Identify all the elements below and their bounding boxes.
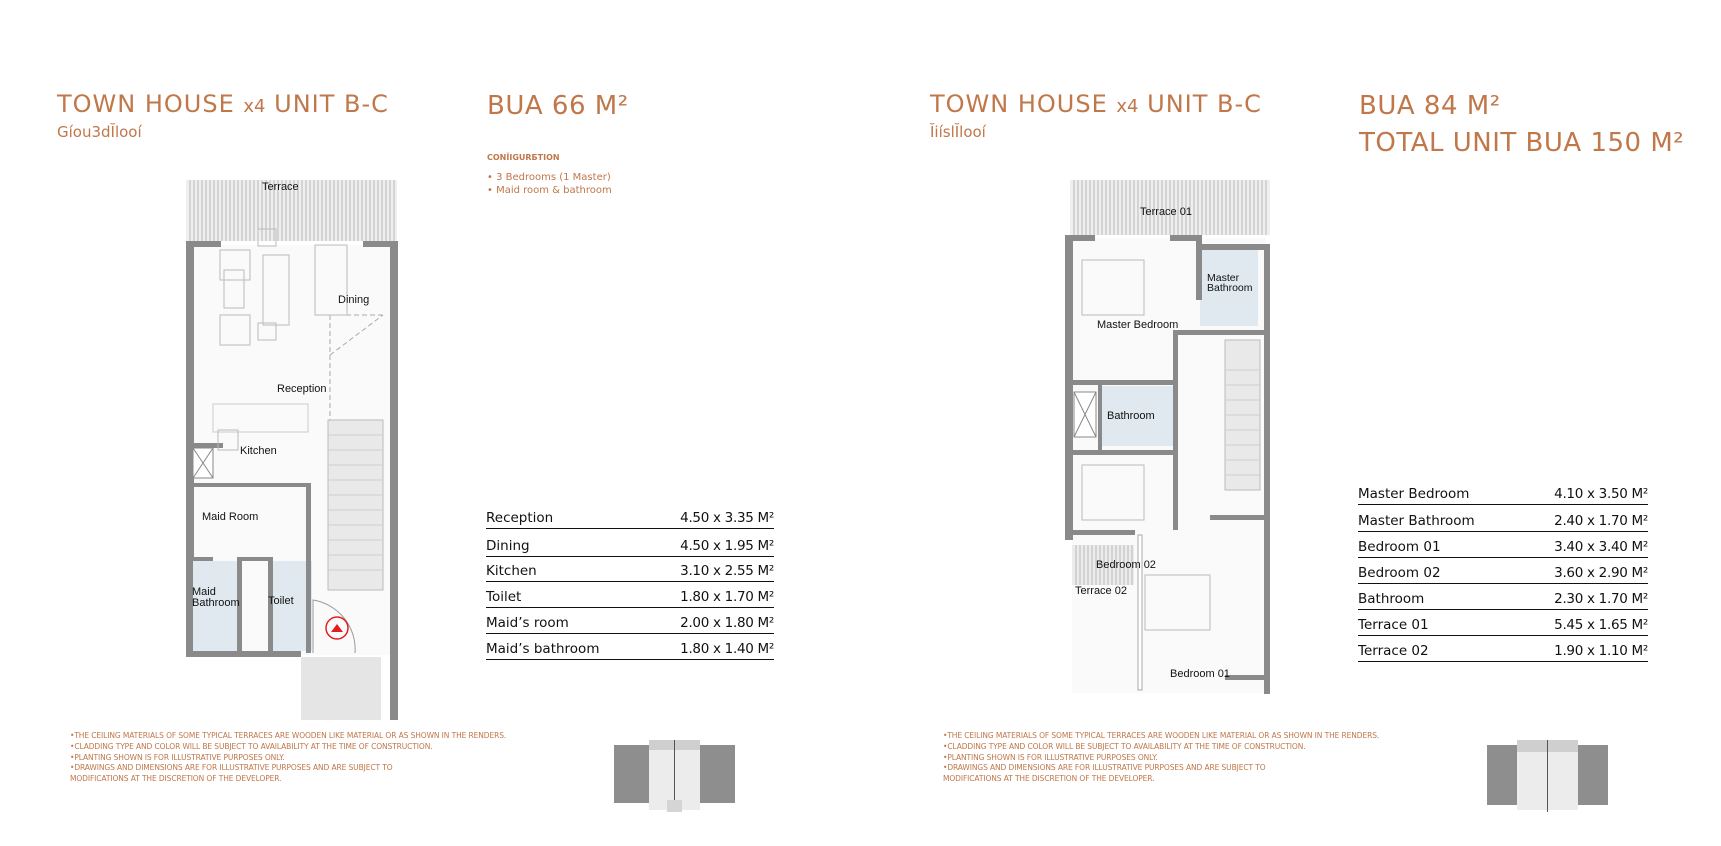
room-name: Dining bbox=[486, 538, 530, 554]
right-page-subtitle: ĬiíslĬlooí bbox=[930, 123, 986, 141]
right-bua: BUA 84 M² bbox=[1359, 91, 1501, 121]
room-name: Master Bathroom bbox=[1358, 512, 1475, 529]
room-dim: 1.90 x 1.10 M² bbox=[1554, 642, 1648, 659]
title-x4: x4 bbox=[1116, 96, 1139, 117]
left-page-title bbox=[57, 90, 389, 118]
room-dim: 4.50 x 3.35 M² bbox=[680, 510, 774, 526]
note-line: MODIFICATIONS AT THE DISCRETION OF THE DEVELOPER. bbox=[70, 774, 282, 784]
title-x4: x4 bbox=[243, 96, 266, 117]
title-tail: UNIT B-C bbox=[1138, 90, 1262, 118]
right-disclaimer-notes bbox=[943, 731, 1463, 785]
plan-label-maid-bathroom bbox=[192, 587, 240, 609]
table-row bbox=[486, 529, 774, 557]
plan-label-bedroom-02: Bedroom 02 bbox=[1096, 559, 1156, 571]
room-name: Terrace 01 bbox=[1358, 616, 1429, 633]
room-dim: 2.00 x 1.80 M² bbox=[680, 615, 774, 631]
table-row bbox=[1358, 610, 1648, 636]
maid-bathroom-line2: Bathroom bbox=[192, 597, 240, 609]
right-room-dimensions-table bbox=[1358, 480, 1648, 662]
key-plan-drawing bbox=[1485, 740, 1610, 812]
plan-label-bedroom-01: Bedroom 01 bbox=[1170, 668, 1230, 680]
table-row bbox=[1358, 558, 1648, 584]
config-item: • 3 Bedrooms (1 Master) bbox=[487, 172, 611, 183]
left-disclaimer-notes bbox=[70, 731, 590, 785]
note-line: •PLANTING SHOWN IS FOR ILLUSTRATIVE PURPOSES ONLY. bbox=[943, 752, 1158, 762]
room-name: Bedroom 02 bbox=[1358, 564, 1441, 581]
room-name: Maid’s bathroom bbox=[486, 641, 600, 657]
room-name: Toilet bbox=[486, 589, 522, 605]
plan-label-reception: Reception bbox=[277, 383, 327, 395]
room-name: Maid’s room bbox=[486, 615, 569, 631]
note-line: •THE CEILING MATERIALS OF SOME TYPICAL TERRACES ARE WOODEN LIKE MATERIAL OR AS SHOWN IN THE RENDERS. bbox=[943, 731, 1380, 740]
note-line: •THE CEILING MATERIALS OF SOME TYPICAL TERRACES ARE WOODEN LIKE MATERIAL OR AS SHOWN IN THE RENDERS. bbox=[70, 731, 507, 740]
room-name: Terrace 02 bbox=[1358, 642, 1429, 659]
room-dim: 2.30 x 1.70 M² bbox=[1554, 590, 1648, 607]
table-row bbox=[1358, 584, 1648, 610]
left-key-plan-thumbnail bbox=[612, 740, 737, 812]
room-name: Kitchen bbox=[486, 563, 537, 579]
config-item: • Maid room & bathroom bbox=[487, 185, 612, 196]
first-floor-plan bbox=[1060, 170, 1280, 710]
table-row bbox=[486, 582, 774, 608]
floor-plan-drawing bbox=[180, 175, 410, 720]
title-main: TOWN HOUSE bbox=[930, 90, 1117, 118]
note-line: •CLADDING TYPE AND COLOR WILL BE SUBJECT TO AVAILABILITY AT THE TIME OF CONSTRUCTION. bbox=[70, 741, 433, 751]
plan-label-kitchen: Kitchen bbox=[240, 445, 277, 457]
room-name: Reception bbox=[486, 510, 554, 526]
note-line: MODIFICATIONS AT THE DISCRETION OF THE DEVELOPER. bbox=[943, 774, 1155, 784]
room-dim: 3.60 x 2.90 M² bbox=[1554, 564, 1648, 581]
table-row bbox=[1358, 505, 1648, 532]
table-row bbox=[1358, 636, 1648, 662]
table-row bbox=[486, 505, 774, 529]
note-line: •CLADDING TYPE AND COLOR WILL BE SUBJECT TO AVAILABILITY AT THE TIME OF CONSTRUCTION. bbox=[943, 741, 1306, 751]
left-room-dimensions-table bbox=[486, 505, 774, 660]
left-bua: BUA 66 M² bbox=[487, 91, 629, 121]
key-plan-drawing bbox=[612, 740, 737, 812]
plan-label-dining: Dining bbox=[338, 294, 370, 306]
note-line: •DRAWINGS AND DIMENSIONS ARE FOR ILLUSTRATIVE PURPOSES AND ARE SUBJECT TO bbox=[70, 763, 393, 773]
configuration-list bbox=[487, 171, 612, 197]
right-page-title bbox=[930, 90, 1262, 118]
room-dim: 4.10 x 3.50 M² bbox=[1554, 485, 1648, 502]
table-row bbox=[1358, 480, 1648, 505]
plan-label-terrace: Terrace bbox=[262, 181, 299, 193]
plan-label-maid-room: Maid Room bbox=[202, 511, 259, 523]
left-page-subtitle: Gíou3dĬlooí bbox=[57, 123, 142, 141]
configuration-label: CONĬIGURБTION bbox=[487, 153, 560, 162]
table-row bbox=[486, 557, 774, 582]
note-line: •DRAWINGS AND DIMENSIONS ARE FOR ILLUSTRATIVE PURPOSES AND ARE SUBJECT TO bbox=[943, 763, 1266, 773]
ground-floor-plan bbox=[180, 175, 410, 720]
room-dim: 5.45 x 1.65 M² bbox=[1554, 616, 1648, 633]
plan-label-terrace-02: Terrace 02 bbox=[1075, 585, 1127, 597]
room-dim: 4.50 x 1.95 M² bbox=[680, 538, 774, 554]
room-name: Bedroom 01 bbox=[1358, 538, 1441, 555]
note-line: •PLANTING SHOWN IS FOR ILLUSTRATIVE PURPOSES ONLY. bbox=[70, 752, 285, 762]
room-dim: 3.40 x 3.40 M² bbox=[1554, 538, 1648, 555]
room-dim: 3.10 x 2.55 M² bbox=[680, 563, 774, 579]
table-row bbox=[486, 608, 774, 634]
room-dim: 1.80 x 1.70 M² bbox=[680, 589, 774, 605]
maid-bathroom-line1: Maid bbox=[192, 586, 216, 598]
room-name: Master Bedroom bbox=[1358, 485, 1470, 502]
room-name: Bathroom bbox=[1358, 590, 1425, 607]
room-dim: 1.80 x 1.40 M² bbox=[680, 641, 774, 657]
plan-label-bathroom: Bathroom bbox=[1107, 410, 1155, 422]
master-bathroom-line2: Bathroom bbox=[1207, 282, 1253, 294]
table-row bbox=[1358, 532, 1648, 558]
master-bathroom-line1: Master bbox=[1207, 272, 1240, 284]
floor-plan-drawing bbox=[1060, 170, 1280, 710]
title-main: TOWN HOUSE bbox=[57, 90, 244, 118]
right-key-plan-thumbnail bbox=[1485, 740, 1610, 812]
plan-label-master-bathroom bbox=[1207, 273, 1253, 293]
room-dim: 2.40 x 1.70 M² bbox=[1554, 512, 1648, 529]
plan-label-toilet: Toilet bbox=[268, 595, 294, 607]
plan-label-master-bedroom: Master Bedroom bbox=[1097, 319, 1179, 331]
total-unit-bua: TOTAL UNIT BUA 150 M² bbox=[1359, 128, 1685, 158]
table-row bbox=[486, 634, 774, 660]
title-tail: UNIT B-C bbox=[265, 90, 389, 118]
plan-label-terrace-01: Terrace 01 bbox=[1140, 206, 1192, 218]
